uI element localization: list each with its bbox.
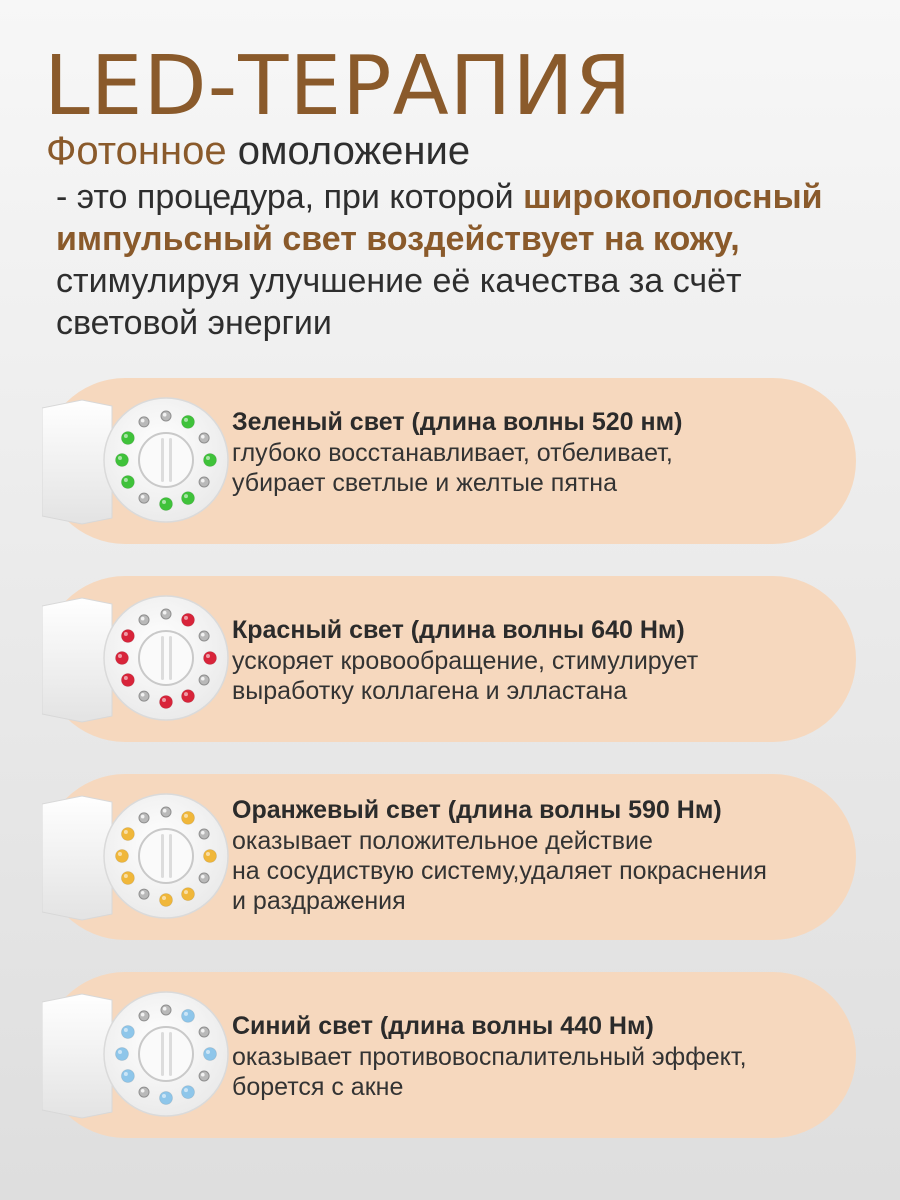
card-title: Красный свет (длина волны 640 Нм) (232, 616, 685, 644)
card-description-line: выработку коллагена и элластана (232, 677, 628, 705)
device-head-icon (42, 980, 252, 1130)
led-device-svg (42, 782, 252, 932)
card-text (232, 1010, 842, 1102)
card-text (232, 794, 842, 916)
intro-line-1-regular: - это процедура, при которой (56, 178, 524, 216)
intro-line-1-bold: широкополосный (523, 178, 823, 216)
card-description-line: ускоряет кровообращение, стимулирует (232, 647, 699, 675)
subtitle-accent: Фотонное (46, 129, 227, 173)
light-card-green (42, 378, 856, 544)
device-head-icon (42, 386, 252, 536)
light-card-red (42, 576, 856, 742)
card-description-line: на сосудиствую систему,удаляет покраснения (232, 857, 767, 885)
subtitle-rest: омоложение (226, 129, 471, 173)
card-text (232, 614, 842, 706)
led-device-svg (42, 584, 252, 734)
light-card-blue (42, 972, 856, 1138)
card-description-line: убирает светлые и желтые пятна (232, 469, 618, 497)
intro-line-4: световой энергии (56, 304, 332, 342)
intro-line-1 (56, 176, 823, 218)
card-title: Зеленый свет (длина волны 520 нм) (232, 408, 683, 436)
device-head-icon (42, 584, 252, 734)
intro-line-2: импульсный свет воздействует на кожу, (56, 220, 740, 258)
card-description-line: борется с акне (232, 1073, 404, 1101)
led-device-svg (42, 386, 252, 536)
card-description-line: и раздражения (232, 887, 406, 915)
page-title: LED-ТЕРАПИЯ (44, 39, 633, 134)
led-device-svg (42, 980, 252, 1130)
card-description-line: оказывает положительное действие (232, 827, 653, 855)
subtitle (46, 128, 470, 174)
intro-line-3: стимулируя улучшение её качества за счёт (56, 262, 742, 300)
intro-text (56, 176, 823, 344)
device-head-icon (42, 782, 252, 932)
card-title: Синий свет (длина волны 440 Нм) (232, 1012, 654, 1040)
card-title: Оранжевый свет (длина волны 590 Нм) (232, 796, 722, 824)
card-text (232, 406, 842, 498)
card-description-line: глубоко восстанавливает, отбеливает, (232, 439, 673, 467)
light-card-orange (42, 774, 856, 940)
card-description-line: оказывает противовоспалительный эффект, (232, 1043, 747, 1071)
